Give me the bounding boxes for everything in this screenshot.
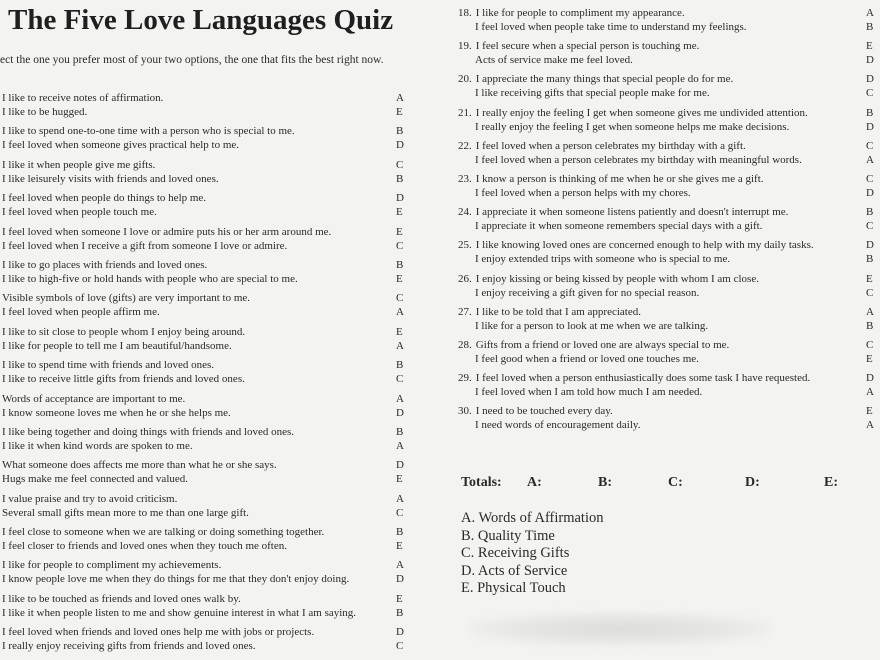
option-indent	[458, 53, 475, 67]
answer-option[interactable]	[2, 91, 410, 105]
option-text: I feel loved when I receive a gift from someone I love or admire.	[2, 239, 288, 252]
left-question-list	[2, 91, 410, 659]
option-indent	[458, 86, 475, 100]
answer-option[interactable]	[458, 86, 880, 100]
option-text: I like it when kind words are spoken to me.	[2, 439, 193, 452]
answer-option[interactable]	[458, 39, 880, 53]
option-text: I know someone loves me when he or she helps me.	[2, 406, 231, 419]
legend-item-d: D. Acts of Service	[461, 562, 568, 579]
answer-option[interactable]	[458, 286, 880, 300]
option-letter: B	[396, 526, 404, 539]
option-text: I feel loved when people affirm me.	[2, 306, 160, 319]
option-letter: C	[396, 158, 404, 171]
answer-option[interactable]	[2, 472, 410, 486]
legend-item-c: C. Receiving Gifts	[461, 545, 570, 561]
option-letter: E	[396, 272, 403, 285]
option-letter: C	[866, 286, 874, 299]
answer-option[interactable]	[458, 272, 880, 286]
option-letter: E	[396, 325, 403, 338]
answer-option[interactable]	[2, 558, 410, 572]
option-text: Gifts from a friend or loved one are always special to me.	[475, 338, 730, 351]
option-letter: D	[866, 54, 874, 67]
option-letter: B	[396, 359, 404, 372]
question-number: 20.	[458, 73, 472, 86]
option-letter: C	[396, 506, 404, 519]
question-item	[458, 371, 880, 399]
option-letter: E	[866, 40, 873, 53]
option-text: I like to be touched as friends and loved ones walk by.	[2, 592, 241, 605]
option-letter: C	[396, 373, 404, 386]
option-letter: A	[396, 392, 404, 405]
option-letter: B	[396, 172, 404, 185]
option-text: I value praise and try to avoid criticism.	[2, 492, 178, 505]
option-letter: C	[866, 338, 874, 351]
option-text: I like to spend one-to-one time with a person who is special to me.	[2, 125, 295, 138]
option-text: I feel good when a friend or loved one touches me.	[475, 352, 699, 365]
option-letter: E	[866, 272, 873, 285]
option-text: Several small gifts mean more to me than one large gift.	[2, 506, 249, 519]
option-text: I really enjoy receiving gifts from friends and loved ones.	[2, 640, 256, 653]
option-text: I like to receive notes of affirmation.	[2, 92, 164, 104]
question-number: 28.	[458, 338, 472, 351]
question-item	[2, 525, 410, 553]
option-letter: A	[396, 339, 404, 352]
answer-option[interactable]	[458, 385, 880, 399]
option-text: I like for a person to look at me when we are talking.	[475, 319, 709, 332]
option-text: I like to sit close to people whom I enjoy being around.	[2, 325, 246, 338]
option-letter: D	[396, 573, 404, 586]
option-letter: B	[866, 206, 874, 219]
option-text: I feel loved when people take time to understand my feelings.	[475, 21, 747, 33]
question-item	[458, 338, 880, 366]
option-letter: D	[866, 239, 874, 252]
option-text: I need words of encouragement daily.	[475, 419, 641, 432]
option-indent	[458, 153, 475, 167]
option-letter: D	[866, 186, 874, 199]
answer-option[interactable]	[458, 6, 880, 20]
option-letter: A	[396, 306, 404, 319]
option-text: I feel loved when people touch me.	[2, 206, 157, 219]
option-text: I like to go places with friends and loved ones.	[2, 258, 208, 271]
question-number: 23.	[458, 172, 472, 185]
option-text: I appreciate it when someone listens patiently and doesn't interrupt me.	[475, 206, 789, 219]
option-text: I feel loved when a person celebrates my birthday with a gift.	[475, 139, 746, 152]
question-item	[458, 172, 880, 200]
question-item	[458, 72, 880, 100]
option-text: Hugs make me feel connected and valued.	[2, 473, 189, 486]
option-text: I need to be touched every day.	[475, 405, 613, 418]
question-item	[2, 258, 410, 286]
answer-option[interactable]	[2, 492, 410, 506]
answer-option[interactable]	[2, 525, 410, 539]
option-letter: A	[866, 305, 874, 318]
answer-option[interactable]	[458, 106, 880, 120]
answer-option[interactable]	[2, 458, 410, 472]
question-number: 29.	[458, 372, 472, 385]
option-text: I feel loved when someone gives practical help to me.	[2, 139, 240, 152]
option-letter: C	[396, 292, 404, 305]
option-text: I like for people to tell me I am beautiful/handsome.	[2, 339, 232, 352]
answer-option[interactable]	[2, 239, 410, 253]
answer-option[interactable]	[458, 319, 880, 333]
answer-option[interactable]	[458, 120, 880, 134]
answer-option[interactable]	[458, 338, 880, 352]
question-item	[458, 238, 880, 266]
option-text: I like leisurely visits with friends and loved ones.	[2, 172, 219, 185]
answer-option[interactable]	[2, 124, 410, 138]
option-text: I like to high-five or hold hands with people who are special to me.	[2, 272, 298, 285]
question-item	[2, 291, 410, 319]
option-letter: C	[396, 640, 404, 653]
option-letter: E	[396, 473, 403, 486]
option-text: I like to spend time with friends and loved ones.	[2, 359, 215, 372]
option-letter: E	[396, 592, 403, 605]
answer-option[interactable]	[2, 392, 410, 406]
answer-option[interactable]	[458, 53, 880, 67]
answer-option[interactable]	[2, 191, 410, 205]
option-text: I feel secure when a special person is touching me.	[475, 40, 700, 53]
answer-option[interactable]	[2, 425, 410, 439]
option-text: I enjoy extended trips with someone who is special to me.	[475, 253, 731, 266]
question-item	[458, 272, 880, 300]
answer-option[interactable]	[2, 105, 410, 119]
option-letter: B	[396, 258, 404, 271]
question-item	[2, 558, 410, 586]
option-text: I really enjoy the feeling I get when someone helps me make decisions.	[475, 120, 790, 133]
question-item	[458, 39, 880, 67]
option-text: I appreciate it when someone remembers special days with a gift.	[475, 220, 763, 233]
total-a-label: A:	[527, 475, 542, 490]
option-text: I like to be told that I am appreciated.	[475, 305, 641, 318]
option-letter: C	[866, 220, 874, 233]
answer-option[interactable]	[458, 205, 880, 219]
answer-option[interactable]	[2, 372, 410, 386]
question-item	[2, 91, 410, 119]
option-letter: D	[396, 406, 404, 419]
answer-option[interactable]	[458, 371, 880, 385]
option-letter: D	[866, 372, 874, 385]
answer-option[interactable]	[2, 625, 410, 639]
answer-option[interactable]	[2, 358, 410, 372]
option-letter: C	[396, 239, 404, 252]
option-letter: A	[866, 419, 874, 432]
option-text: I like for people to compliment my appearance.	[475, 7, 685, 19]
option-text: What someone does affects me more than what he or she says.	[2, 459, 277, 472]
option-letter: A	[396, 92, 404, 104]
option-letter: A	[396, 439, 404, 452]
option-indent	[458, 219, 475, 233]
option-indent	[458, 286, 475, 300]
page-title: The Five Love Languages Quiz	[8, 4, 394, 36]
instructions: ect the one you prefer most of your two options, the one that fits the best right now.	[0, 54, 384, 66]
option-letter: B	[866, 21, 874, 33]
total-e-label: E:	[824, 475, 838, 490]
question-number: 24.	[458, 206, 472, 219]
question-item	[458, 106, 880, 134]
answer-option[interactable]	[458, 305, 880, 319]
option-text: Visible symbols of love (gifts) are very important to me.	[2, 292, 251, 305]
legend-item-a: A. Words of Affirmation	[461, 510, 604, 526]
option-letter: E	[866, 405, 873, 418]
answer-option[interactable]	[2, 291, 410, 305]
option-text: I feel loved when someone I love or admire puts his or her arm around me.	[2, 225, 332, 238]
answer-option[interactable]	[458, 20, 880, 34]
option-letter: E	[396, 540, 403, 553]
option-text: I feel loved when I am told how much I am needed.	[475, 386, 703, 399]
option-text: I appreciate the many things that special people do for me.	[475, 73, 734, 86]
legend-item-e: E. Physical Touch	[461, 580, 566, 596]
answer-option[interactable]	[2, 205, 410, 219]
option-text: I feel closer to friends and loved ones when they touch me often.	[2, 540, 287, 553]
answer-option[interactable]	[458, 404, 880, 418]
option-text: I like to receive little gifts from friends and loved ones.	[2, 373, 245, 386]
option-letter: E	[396, 106, 403, 118]
question-item	[2, 325, 410, 353]
answer-option[interactable]	[458, 352, 880, 366]
answer-option[interactable]	[2, 258, 410, 272]
option-indent	[458, 252, 475, 266]
option-text: I know a person is thinking of me when he or she gives me a gift.	[475, 172, 764, 185]
option-letter: D	[396, 626, 404, 639]
option-text: Acts of service make me feel loved.	[475, 54, 633, 67]
option-text: I really enjoy the feeling I get when someone gives me undivided attention.	[475, 106, 808, 119]
question-number: 27.	[458, 305, 472, 318]
option-letter: A	[396, 559, 404, 572]
question-item	[2, 124, 410, 152]
answer-option[interactable]	[458, 418, 880, 432]
answer-option[interactable]	[2, 592, 410, 606]
question-item	[2, 492, 410, 520]
question-item	[2, 158, 410, 186]
option-text: I feel loved when a person celebrates my birthday with meaningful words.	[475, 153, 802, 166]
answer-option[interactable]	[2, 272, 410, 286]
option-letter: E	[866, 352, 873, 365]
answer-option[interactable]	[2, 639, 410, 653]
answer-option[interactable]	[2, 606, 410, 620]
answer-option[interactable]	[458, 72, 880, 86]
blurred-watermark	[470, 612, 770, 646]
option-text: I feel loved when friends and loved ones help me with jobs or projects.	[2, 626, 315, 639]
option-letter: A	[866, 386, 874, 399]
option-text: I feel loved when a person helps with my chores.	[475, 186, 691, 199]
option-letter: B	[866, 106, 874, 119]
option-letter: D	[396, 459, 404, 472]
option-indent	[458, 120, 475, 134]
answer-option[interactable]	[2, 339, 410, 353]
option-letter: D	[396, 139, 404, 152]
question-item	[2, 225, 410, 253]
option-text: Words of acceptance are important to me.	[2, 392, 186, 405]
totals-row	[461, 475, 861, 493]
option-letter: E	[396, 225, 403, 238]
totals-label: Totals:	[461, 475, 502, 490]
answer-option[interactable]	[2, 406, 410, 420]
option-text: I feel loved when a person enthusiastically does some task I have requested.	[475, 372, 811, 385]
question-item	[458, 139, 880, 167]
option-letter: D	[396, 192, 404, 205]
answer-option[interactable]	[2, 539, 410, 553]
answer-option[interactable]	[458, 219, 880, 233]
option-text: I know people love me when they do things for me that they don't enjoy doing.	[2, 573, 350, 586]
option-letter: E	[396, 206, 403, 219]
answer-option[interactable]	[2, 158, 410, 172]
question-number: 26.	[458, 272, 472, 285]
answer-option[interactable]	[2, 138, 410, 152]
option-letter: C	[866, 172, 874, 185]
question-number: 19.	[458, 40, 472, 53]
legend-item-b: B. Quality Time	[461, 527, 555, 544]
question-item	[458, 404, 880, 432]
option-letter: B	[396, 125, 404, 138]
question-item	[458, 205, 880, 233]
question-item	[2, 625, 410, 653]
question-number: 30.	[458, 405, 472, 418]
option-indent	[458, 319, 475, 333]
option-letter: A	[396, 492, 404, 505]
question-item	[458, 6, 880, 34]
question-item	[458, 305, 880, 333]
option-indent	[458, 418, 475, 432]
option-indent	[458, 385, 475, 399]
answer-option[interactable]	[2, 439, 410, 453]
option-text: I like knowing loved ones are concerned enough to help with my daily tasks.	[475, 239, 814, 252]
option-text: I like it when people listen to me and show genuine interest in what I am saying.	[2, 606, 357, 619]
answer-option[interactable]	[458, 172, 880, 186]
option-letter: C	[866, 139, 874, 152]
option-letter: D	[866, 120, 874, 133]
question-item	[2, 358, 410, 386]
option-letter: B	[866, 253, 874, 266]
option-text: I like for people to compliment my achievements.	[2, 559, 222, 572]
question-number: 21.	[458, 106, 472, 119]
total-c-label: C:	[668, 475, 683, 490]
option-letter: D	[866, 73, 874, 86]
answer-option[interactable]	[458, 238, 880, 252]
option-letter: B	[396, 606, 404, 619]
question-number: 22.	[458, 139, 472, 152]
option-indent	[458, 186, 475, 200]
option-text: I feel loved when people do things to help me.	[2, 192, 207, 205]
total-b-label: B:	[598, 475, 612, 490]
question-number: 18.	[458, 7, 472, 19]
option-text: I like it when people give me gifts.	[2, 158, 156, 171]
option-letter: C	[866, 87, 874, 100]
question-item	[2, 191, 410, 219]
answer-option[interactable]	[2, 305, 410, 319]
question-number: 25.	[458, 239, 472, 252]
option-text: I like to be hugged.	[2, 106, 88, 118]
answer-option[interactable]	[2, 172, 410, 186]
answer-option[interactable]	[458, 186, 880, 200]
question-item	[2, 425, 410, 453]
question-item	[2, 592, 410, 620]
option-indent	[458, 20, 475, 34]
option-text: I feel close to someone when we are talking or doing something together.	[2, 526, 325, 539]
option-letter: A	[866, 153, 874, 166]
total-d-label: D:	[745, 475, 760, 490]
option-text: I like receiving gifts that special people make for me.	[475, 87, 710, 100]
answer-option[interactable]	[2, 325, 410, 339]
answer-option[interactable]	[458, 252, 880, 266]
question-item	[2, 392, 410, 420]
answer-option[interactable]	[458, 153, 880, 167]
right-question-list	[458, 6, 880, 437]
question-item	[2, 458, 410, 486]
option-letter: B	[866, 319, 874, 332]
option-text: I like being together and doing things with friends and loved ones.	[2, 425, 295, 438]
option-letter: B	[396, 425, 404, 438]
answer-option[interactable]	[2, 225, 410, 239]
answer-option[interactable]	[2, 572, 410, 586]
answer-option[interactable]	[2, 506, 410, 520]
answer-option[interactable]	[458, 139, 880, 153]
option-letter: A	[866, 7, 874, 19]
option-text: I enjoy receiving a gift given for no special reason.	[475, 286, 700, 299]
option-text: I enjoy kissing or being kissed by people with whom I am close.	[475, 272, 759, 285]
option-indent	[458, 352, 475, 366]
love-language-legend	[461, 510, 603, 598]
